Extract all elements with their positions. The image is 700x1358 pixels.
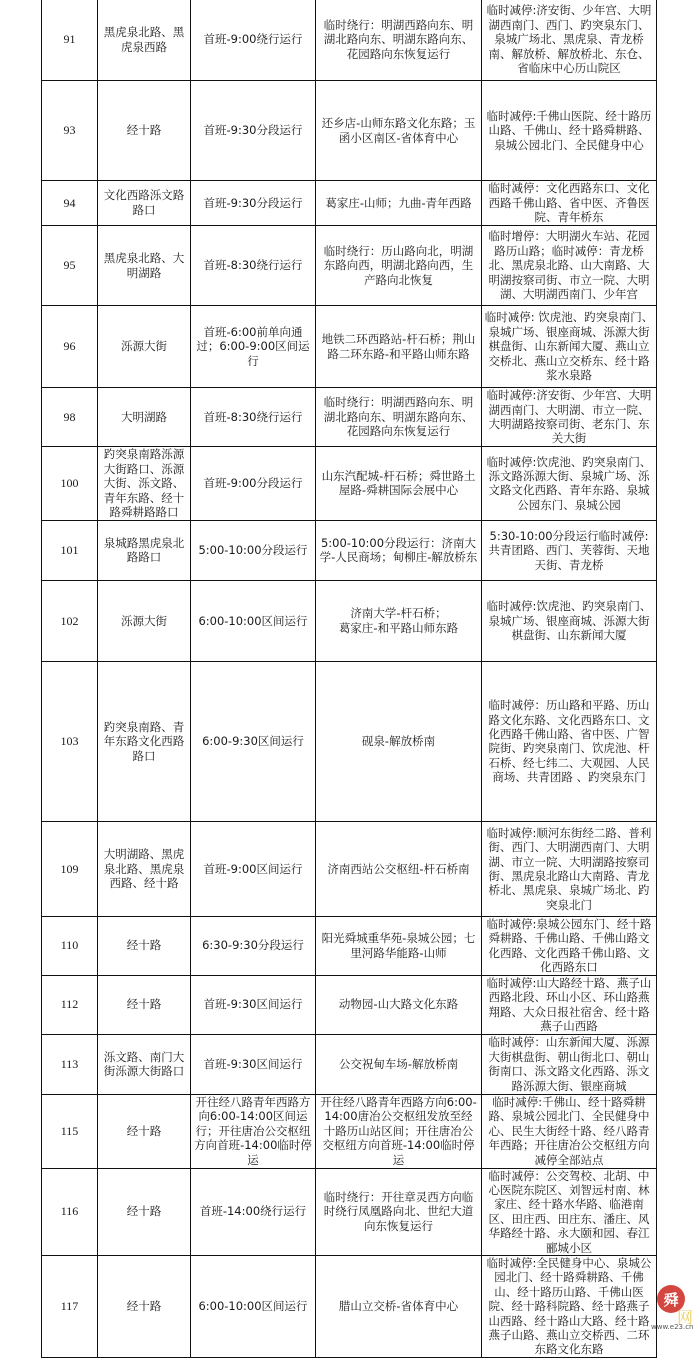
table-row [42,975,657,1034]
stop-adjustment-cell: 临时减停:千佛山医院、经十路历山路、千佛山、经十路舜耕路、泉城公园北门、全民健身中心 [482,81,657,181]
bus-route-adjustment-table [41,0,657,1358]
adjust-method-cell: 地铁二环西路站-杆石桥；荆山路二环东路-和平路山师东路 [316,306,482,388]
adjust-period-cell: 5:00-10:00分段运行 [191,520,316,580]
table-row [42,821,657,916]
adjust-period-cell: 首班-9:30分段运行 [191,181,316,226]
table-row [42,661,657,821]
stop-adjustment-cell: 临时减停：文化西路东口、文化西路千佛山路、省中医、齐鲁医院、青年桥东 [482,181,657,226]
adjust-method-cell: 山东汽配城-杆石桥；舜世路土屋路-舜耕国际会展中心 [316,447,482,521]
table-row [42,1034,657,1094]
seal-logo-icon: 舜 [657,1285,685,1313]
table-row [42,1168,657,1255]
stop-adjustment-cell: 临时减停:全民健身中心、泉城公园北门、经十路舜耕路、千佛山、经十路历山路、千佛山医院、经十路科院路、经十路燕子山西路、经十路山大路、经十路燕子山路、燕山立交桥西、二环东路文化东路 [482,1256,657,1358]
affected-road-cell: 趵突泉南路泺源大街路口、泺源大街、泺文路、青年东路、经十路舜耕路路口 [98,447,191,521]
adjust-period-cell: 首班-6:00前单向通过；6:00-9:00区间运行 [191,306,316,388]
table-row [42,81,657,181]
adjust-period-cell: 开往经八路青年西路方向6:00-14:00区间运行；开往唐冶公交枢纽方向首班-14:00临时停运 [191,1094,316,1168]
affected-road-cell: 经十路 [98,1094,191,1168]
table-row [42,306,657,388]
line-number-cell: 100 [42,447,98,521]
affected-road-cell: 经十路 [98,916,191,975]
site-watermark [651,1285,699,1335]
adjust-period-cell: 首班-9:30区间运行 [191,1034,316,1094]
table-body [42,0,657,1357]
adjust-method-cell: 腊山立交桥-省体育中心 [316,1256,482,1358]
adjust-method-cell: 阳光舜城重华苑-泉城公园；七里河路华能路-山师 [316,916,482,975]
stop-adjustment-cell: 临时减停：山东新闻大厦、泺源大街棋盘街、朝山街北口、朝山街南口、泺文路文化西路、泺文路泺源大街、银座商城 [482,1034,657,1094]
adjust-method-cell: 济南大学-杆石桥； 葛家庄-和平路山师东路 [316,580,482,661]
adjust-method-cell: 砚泉-解放桥南 [316,661,482,821]
adjust-method-cell: 葛家庄-山师；九曲-青年西路 [316,181,482,226]
stop-adjustment-cell: 临时减停:顺河东街经二路、普利街、西门、大明湖西南门、大明湖、市立一院、大明湖路按察司街、黑虎泉北路山大南路、青龙桥北、黑虎泉、泉城广场北、趵突泉北门 [482,821,657,916]
adjust-period-cell: 首班-9:00区间运行 [191,821,316,916]
table-row [42,1094,657,1168]
affected-road-cell: 经十路 [98,81,191,181]
line-number-cell: 117 [42,1256,98,1358]
stop-adjustment-cell: 临时减停:千佛山、经十路舜耕路、泉城公园北门、全民健身中心、民生大街经十路、经八路青年西路；开往唐冶公交枢纽方向减停全部站点 [482,1094,657,1168]
stop-adjustment-cell: 临时减停：历山路和平路、历山路文化东路、文化西路东口、文化西路千佛山路、省中医、广智院街、趵突泉南门、饮虎池、杆石桥、经七纬二、大观园、人民商场、共青团路 、趵突泉东门 [482,661,657,821]
affected-road-cell: 文化西路泺文路路口 [98,181,191,226]
stop-adjustment-cell: 临时减停:饮虎池、趵突泉南门、泺文路泺源大街、泉城广场、泺文路文化西路、青年东路、泉城公园东门、泉城公园 [482,447,657,521]
table-row [42,916,657,975]
affected-road-cell: 趵突泉南路、青年东路文化西路路口 [98,661,191,821]
line-number-cell: 109 [42,821,98,916]
line-number-cell: 98 [42,388,98,447]
adjust-period-cell: 首班-9:30区间运行 [191,975,316,1034]
adjust-period-cell: 首班-14:00绕行运行 [191,1168,316,1255]
line-number-cell: 113 [42,1034,98,1094]
table-row [42,447,657,521]
affected-road-cell: 泺文路、南门大街泺源大街路口 [98,1034,191,1094]
watermark-url: www.e23.cn [651,1323,694,1331]
line-number-cell: 101 [42,520,98,580]
line-number-cell: 116 [42,1168,98,1255]
affected-road-cell: 泉城路黑虎泉北路路口 [98,520,191,580]
line-number-cell: 103 [42,661,98,821]
table-row [42,520,657,580]
line-number-cell: 94 [42,181,98,226]
affected-road-cell: 经十路 [98,1256,191,1358]
adjust-period-cell: 6:30-9:30分段运行 [191,916,316,975]
table-row [42,181,657,226]
adjust-method-cell: 开往经八路青年西路方向6:00-14:00唐冶公交枢纽发放至经十路历山站区间；开往唐冶公交枢纽方向首班-14:00临时停运 [316,1094,482,1168]
stop-adjustment-cell: 临时减停：公交驾校、北胡、中心医院东院区、刘智远村南、林家庄、经十路水华路、临港南区、田庄西、田庄东、潘庄、风华路经十路、永大颐和园、春江郦城小区 [482,1168,657,1255]
stop-adjustment-cell: 5:30-10:00分段运行临时减停:共青团路、西门、芙蓉街、天地天街、青龙桥 [482,520,657,580]
adjust-method-cell: 临时绕行：历山路向北，明湖东路向西，明湖北路向西，生产路向北恢复 [316,226,482,306]
adjust-period-cell: 6:00-9:30区间运行 [191,661,316,821]
affected-road-cell: 经十路 [98,1168,191,1255]
adjust-method-cell: 临时绕行：开往章灵西方向临时绕行凤凰路向北、世纪大道向东恢复运行 [316,1168,482,1255]
adjust-method-cell: 5:00-10:00分段运行：济南大学-人民商场；甸柳庄-解放桥东 [316,520,482,580]
stop-adjustment-cell: 临时减停:泉城公园东门、经十路舜耕路、千佛山路、千佛山路文化西路、文化西路千佛山路、文化西路东口 [482,916,657,975]
affected-road-cell: 泺源大街 [98,306,191,388]
adjust-method-cell: 济南西站公交枢纽-杆石桥南 [316,821,482,916]
adjust-method-cell: 临时绕行：明湖西路向东、明湖北路向东、明湖东路向东、花园路向东恢复运行 [316,0,482,81]
stop-adjustment-cell: 临时减停: 饮虎池、趵突泉南门、泉城广场、银座商城、泺源大街棋盘街、山东新闻大厦、燕山立交桥北、燕山立交桥东、经十路浆水泉路 [482,306,657,388]
table-row [42,580,657,661]
affected-road-cell: 大明湖路、黑虎泉北路、黑虎泉西路、经十路 [98,821,191,916]
adjust-method-cell: 公交祝甸车场-解放桥南 [316,1034,482,1094]
line-number-cell: 93 [42,81,98,181]
table-row [42,388,657,447]
affected-road-cell: 经十路 [98,975,191,1034]
table-row [42,226,657,306]
line-number-cell: 112 [42,975,98,1034]
line-number-cell: 95 [42,226,98,306]
stop-adjustment-cell: 临时减停:饮虎池、趵突泉南门、泉城广场、银座商城、泺源大街棋盘街、山东新闻大厦 [482,580,657,661]
line-number-cell: 115 [42,1094,98,1168]
stop-adjustment-cell: 临时减停:山大路经十路、燕子山西路北段、环山小区、环山路燕翔路、大众日报社宿舍、经十路燕子山西路 [482,975,657,1034]
adjust-period-cell: 首班-9:00分段运行 [191,447,316,521]
stop-adjustment-cell: 临时增停：大明湖火车站、花园路历山路；临时减停：青龙桥北、黑虎泉北路、山大南路、大明湖按察司街、市立一院、大明湖、大明湖西南门、少年宫 [482,226,657,306]
stop-adjustment-cell: 临时减停:济安街、少年宫、大明湖西南门、西门、趵突泉东门、泉城广场北、黑虎泉、青龙桥南、解放桥、解放桥北、东仓、省临床中心历山院区 [482,0,657,81]
affected-road-cell: 黑虎泉北路、黑虎泉西路 [98,0,191,81]
stop-adjustment-cell: 临时减停:济安街、少年宫、大明湖西南门、大明湖、市立一院、大明湖路按察司街、老东门、东关大街 [482,388,657,447]
affected-road-cell: 泺源大街 [98,580,191,661]
line-number-cell: 91 [42,0,98,81]
line-number-cell: 102 [42,580,98,661]
adjust-period-cell: 首班-9:00绕行运行 [191,0,316,81]
affected-road-cell: 大明湖路 [98,388,191,447]
adjust-method-cell: 临时绕行：明湖西路向东、明湖北路向东、明湖东路向东、花园路向东恢复运行 [316,388,482,447]
adjust-period-cell: 6:00-10:00区间运行 [191,580,316,661]
adjust-method-cell: 动物园-山大路文化东路 [316,975,482,1034]
adjust-period-cell: 6:00-10:00区间运行 [191,1256,316,1358]
adjust-method-cell: 还乡店-山师东路文化东路；玉函小区南区-省体育中心 [316,81,482,181]
adjust-period-cell: 首班-8:30绕行运行 [191,226,316,306]
line-number-cell: 96 [42,306,98,388]
adjust-period-cell: 首班-9:30分段运行 [191,81,316,181]
adjust-period-cell: 首班-8:30绕行运行 [191,388,316,447]
affected-road-cell: 黑虎泉北路、大明湖路 [98,226,191,306]
table-row [42,0,657,81]
watermark-char: 网 [677,1308,694,1327]
line-number-cell: 110 [42,916,98,975]
table-row [42,1256,657,1358]
